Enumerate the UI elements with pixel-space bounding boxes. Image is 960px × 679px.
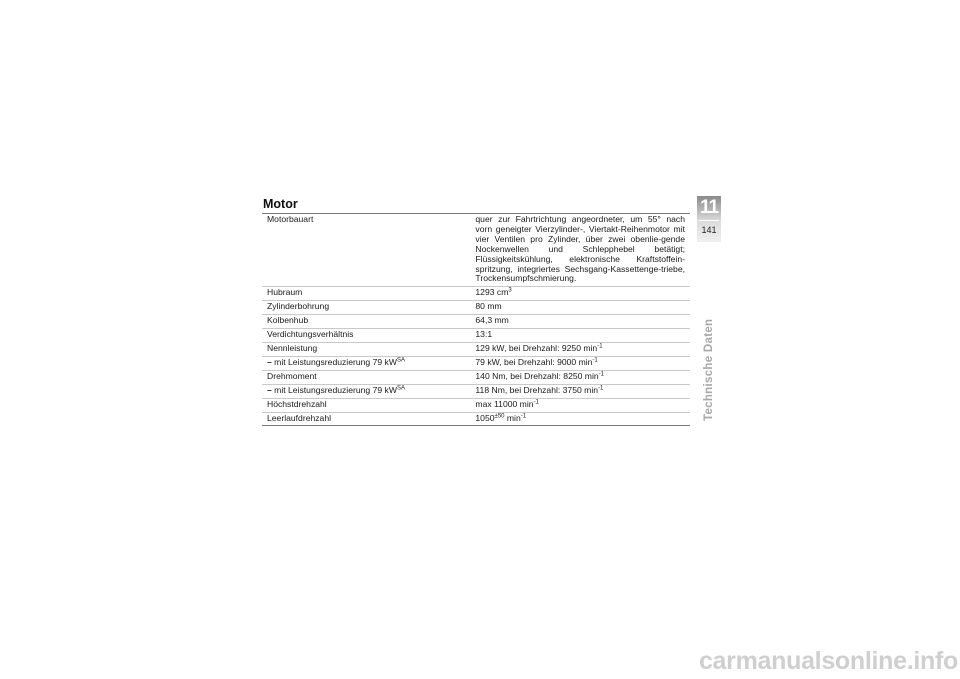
- table-row: [262, 329, 690, 343]
- dash-prefix: –: [267, 356, 272, 367]
- table-row: [262, 342, 690, 356]
- row-label: Zylinderbohrung: [262, 301, 470, 315]
- row-value: quer zur Fahrtrichtung angeordneter, um 55° nach vorn geneigter Vierzylinder-, Viertakt-Reihenmotor mit vier Ventilen pro Zylinder, über zwei obenlie-gende Nockenwellen und Schlepphebel betätigt; Flüssigkeitskühlung, elektronische Kraftstoffein-spritzung, integriertes Sechsgang-Kassettenge-triebe, Trockensumpfschmierung.: [470, 214, 690, 287]
- table-row: [262, 356, 690, 370]
- section-title: Motor: [263, 197, 298, 211]
- row-value: max 11000 $\min^{-1}$: [470, 398, 690, 412]
- dash-prefix: –: [267, 384, 272, 395]
- chapter-divider: [699, 220, 719, 221]
- chapter-number: 11: [699, 197, 719, 218]
- row-value: 80 mm: [470, 301, 690, 315]
- spec-table: [262, 213, 690, 426]
- row-value: 13:1: [470, 329, 690, 343]
- table-row: [262, 287, 690, 301]
- table-row: [262, 301, 690, 315]
- chapter-tab: [697, 196, 721, 242]
- row-label: Nennleistung: [262, 342, 470, 356]
- watermark: carmanualsonline.info: [698, 647, 958, 675]
- row-label: – mit Leistungsreduzierung 79 $kW^{SA}$: [262, 356, 470, 370]
- table-row: [262, 370, 690, 384]
- row-value: 1293 $cm^3$: [470, 287, 690, 301]
- row-value: 140 Nm, bei Drehzahl: 8250 $\min^{-1}$: [470, 370, 690, 384]
- page-number: 141: [701, 225, 717, 235]
- row-value: $1050^{\pm 50}$ $\min^{-1}$: [470, 412, 690, 426]
- row-label: Hubraum: [262, 287, 470, 301]
- table-row: [262, 384, 690, 398]
- chapter-title-vertical: Technische Daten: [703, 318, 715, 422]
- row-label: Verdichtungsverhältnis: [262, 329, 470, 343]
- row-value: 118 Nm, bei Drehzahl: 3750 $\min^{-1}$: [470, 384, 690, 398]
- row-label: Höchstdrehzahl: [262, 398, 470, 412]
- row-label: Motorbauart: [262, 214, 470, 287]
- row-label: Kolbenhub: [262, 315, 470, 329]
- row-value: 64,3 mm: [470, 315, 690, 329]
- table-row: [262, 214, 690, 287]
- row-label: Leerlaufdrehzahl: [262, 412, 470, 426]
- row-label: Drehmoment: [262, 370, 470, 384]
- table-row: [262, 315, 690, 329]
- table-row: [262, 412, 690, 426]
- row-value: 129 kW, bei Drehzahl: 9250 $\min^{-1}$: [470, 342, 690, 356]
- table-row: [262, 398, 690, 412]
- row-value: 79 kW, bei Drehzahl: 9000 $\min^{-1}$: [470, 356, 690, 370]
- row-label: – mit Leistungsreduzierung 79 $kW^{SA}$: [262, 384, 470, 398]
